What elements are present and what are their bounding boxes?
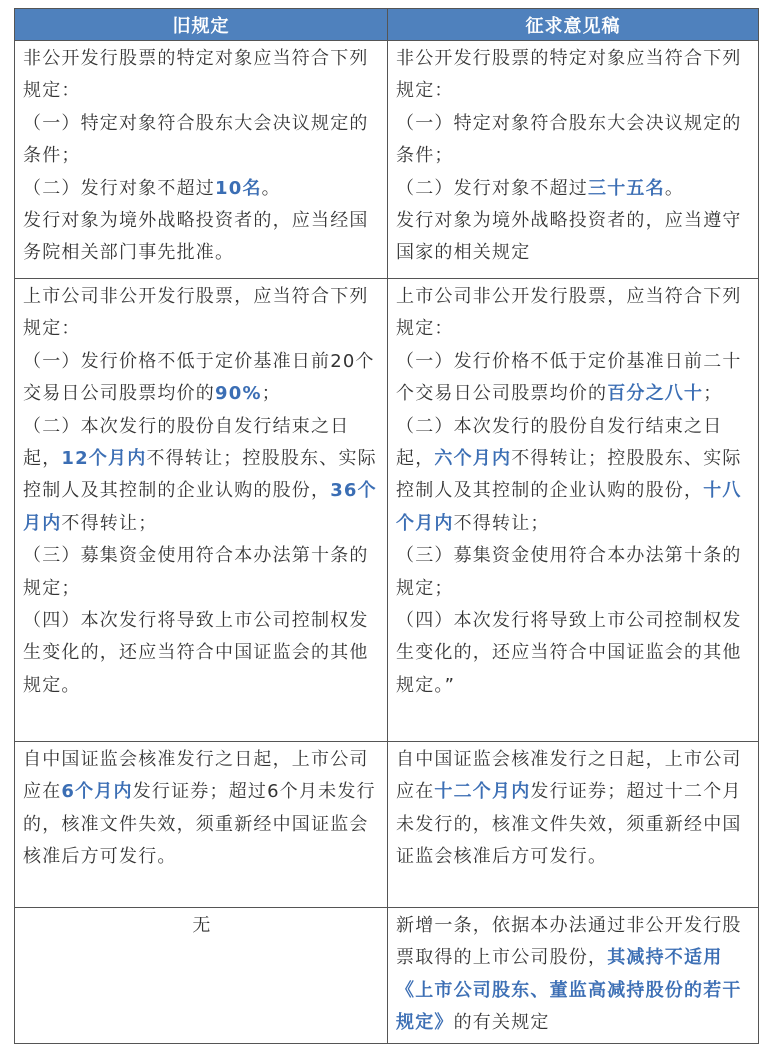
cell-paragraph	[23, 346, 381, 411]
cell-paragraph	[23, 281, 381, 346]
new-cell	[388, 908, 759, 1044]
highlight-text: 90%	[215, 383, 262, 405]
header-row	[15, 9, 759, 41]
new-cell	[388, 742, 759, 908]
cell-paragraph	[396, 910, 752, 1040]
new-cell	[388, 279, 759, 742]
body-text: ；	[261, 383, 281, 405]
cell-paragraph	[23, 540, 381, 605]
body-text: 非公开发行股票的特定对象应当符合下列规定：	[23, 48, 369, 102]
table-row	[15, 279, 759, 742]
highlight-text: 10名	[215, 177, 262, 199]
old-cell	[15, 41, 388, 279]
table-row	[15, 742, 759, 908]
cell-paragraph	[396, 411, 752, 541]
cell-paragraph	[396, 108, 752, 173]
cell-paragraph	[23, 411, 381, 541]
body-text: 不得转让；控股股东、实际控制人及其控制的企业认购的股份，	[23, 448, 377, 502]
body-text: （二）本次发行的股份自发行结束之日起，	[23, 415, 350, 470]
cell-paragraph	[396, 43, 752, 108]
body-text: 上市公司非公开发行股票，应当符合下列规定：	[396, 286, 742, 340]
cell-paragraph	[23, 205, 381, 270]
new-cell	[388, 41, 759, 279]
body-text: 发行证券；超过十二个月未发行的，核准文件失效，须重新经中国证监会核准后方可发行。	[396, 781, 742, 868]
comparison-table	[14, 8, 759, 1044]
body-text: （四）本次发行将导致上市公司控制权发生变化的，还应当符合中国证监会的其他规定。	[23, 610, 369, 696]
body-text: 发行对象为境外战略投资者的，应当遵守国家的相关规定	[396, 210, 742, 264]
highlight-text: 36个月内	[23, 480, 377, 534]
cell-paragraph	[396, 346, 752, 411]
body-text: 无	[192, 915, 212, 936]
cell-paragraph	[396, 173, 752, 205]
table-row	[15, 41, 759, 279]
body-text: 不得转让；控股股东、实际控制人及其控制的企业认购的股份，	[396, 448, 742, 502]
body-text: 新增一条，依据本办法通过非公开发行股票取得的上市公司股份，	[396, 915, 742, 969]
cell-paragraph	[23, 744, 381, 874]
body-text: 发行证券；超过6个月未发行的，核准文件失效，须重新经中国证监会核准后方可发行。	[23, 781, 376, 868]
body-text: （二）本次发行的股份自发行结束之日起，	[396, 415, 723, 470]
table-row	[15, 908, 759, 1044]
header-old: 旧规定	[15, 9, 388, 41]
highlight-text: 十八个月内	[396, 480, 742, 534]
cell-paragraph	[23, 108, 381, 173]
body-text: 自中国证监会核准发行之日起，上市公司应在	[396, 749, 742, 803]
cell-paragraph	[396, 205, 752, 270]
body-text: （一）发行价格不低于定价基准日前20个交易日公司股票均价的	[23, 350, 375, 405]
body-text: 不得转让；	[453, 512, 550, 534]
old-cell	[15, 908, 388, 1044]
body-text: （三）募集资金使用符合本办法第十条的规定；	[23, 545, 369, 599]
body-text: （四）本次发行将导致上市公司控制权发生变化的，还应当符合中国证监会的其他规定。”	[396, 610, 742, 696]
body-text: 不得转让；	[61, 512, 158, 534]
highlight-text: 六个月内	[434, 448, 512, 470]
highlight-text: 其减持不适用《上市公司股东、董监高减持股份的若干规定》	[396, 947, 742, 1034]
body-text: （二）发行对象不超过	[396, 177, 588, 199]
cell-paragraph	[23, 605, 381, 702]
body-text: 上市公司非公开发行股票，应当符合下列规定：	[23, 286, 369, 340]
body-text: （三）募集资金使用符合本办法第十条的规定；	[396, 545, 742, 599]
body-text: （一）特定对象符合股东大会决议规定的条件；	[23, 112, 369, 167]
body-text: 。	[261, 177, 281, 199]
cell-paragraph	[396, 540, 752, 605]
header-new: 征求意见稿	[388, 9, 759, 41]
cell-paragraph	[23, 43, 381, 108]
body-text: 发行对象为境外战略投资者的，应当经国务院相关部门事先批准。	[23, 210, 369, 264]
cell-paragraph	[23, 910, 381, 942]
body-text: ；	[703, 383, 723, 405]
highlight-text: 三十五名	[588, 177, 665, 199]
cell-paragraph	[23, 173, 381, 205]
cell-paragraph	[396, 744, 752, 874]
highlight-text: 百分之八十	[607, 383, 704, 405]
body-text: 的有关规定	[453, 1012, 550, 1034]
cell-paragraph	[396, 605, 752, 702]
highlight-text: 十二个月内	[434, 781, 531, 803]
old-cell	[15, 742, 388, 908]
highlight-text: 12个月内	[61, 448, 147, 470]
highlight-text: 6个月内	[61, 781, 133, 803]
body-text: （二）发行对象不超过	[23, 177, 215, 199]
cell-paragraph	[396, 281, 752, 346]
body-text: 自中国证监会核准发行之日起，上市公司应在	[23, 749, 369, 803]
body-text: 非公开发行股票的特定对象应当符合下列规定：	[396, 48, 742, 102]
body-text: （一）发行价格不低于定价基准日前二十个交易日公司股票均价的	[396, 350, 742, 405]
body-text: （一）特定对象符合股东大会决议规定的条件；	[396, 112, 742, 167]
old-cell	[15, 279, 388, 742]
body-text: 。	[664, 177, 685, 199]
